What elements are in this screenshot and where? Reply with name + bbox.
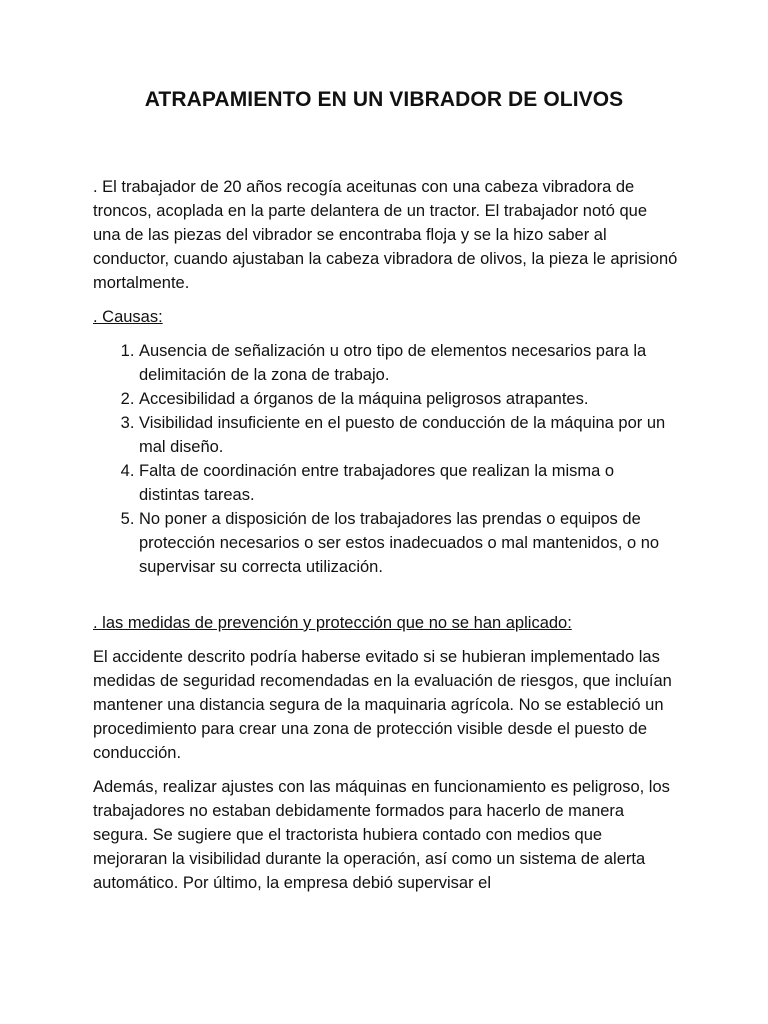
intro-paragraph: . El trabajador de 20 años recogía aceitunas con una cabeza vibradora de troncos, acoplada en la parte delantera de un tractor. El trabajador notó que una de las piezas del vibrador se encontraba floja y se la hizo saber al conductor, cuando ajustaban la cabeza vibradora de olivos, la pieza le aprisionó mortalmente. bbox=[93, 178, 678, 292]
causes-list bbox=[93, 339, 678, 579]
causes-heading: . Causas: bbox=[93, 308, 163, 326]
document-body bbox=[93, 175, 678, 905]
measures-paragraph-1: El accidente descrito podría haberse evitado si se hubieran implementado las medidas de seguridad recomendadas en la evaluación de riesgos, que incluían mantener una distancia segura de la maquinaria agrícola. No se estableció un procedimiento para crear una zona de protección visible desde el puesto de conducción. bbox=[93, 648, 672, 762]
measures-heading: . las medidas de prevención y protección que no se han aplicado: bbox=[93, 614, 572, 632]
cause-item: 2. Accesibilidad a órganos de la máquina peligrosos atrapantes. bbox=[139, 387, 678, 411]
cause-item: 4. Falta de coordinación entre trabajadores que realizan la misma o distintas tareas. bbox=[139, 459, 678, 507]
measures-paragraph-2: Además, realizar ajustes con las máquinas en funcionamiento es peligroso, los trabajadores no estaban debidamente formados para hacerlo de manera segura. Se sugiere que el tractorista hubiera contado con medios que mejoraran la visibilidad durante la operación, así como un sistema de alerta automático. Por último, la empresa debió supervisar el bbox=[93, 778, 670, 892]
cause-item: 5. No poner a disposición de los trabajadores las prendas o equipos de protección necesarios o ser estos inadecuados o mal mantenidos, o no supervisar su correcta utilización. bbox=[139, 507, 678, 579]
cause-item: 3. Visibilidad insuficiente en el puesto de conducción de la máquina por un mal diseño. bbox=[139, 411, 678, 459]
cause-item: 1. Ausencia de señalización u otro tipo de elementos necesarios para la delimitación de la zona de trabajo. bbox=[139, 339, 678, 387]
document-title: ATRAPAMIENTO EN UN VIBRADOR DE OLIVOS bbox=[144, 88, 624, 111]
